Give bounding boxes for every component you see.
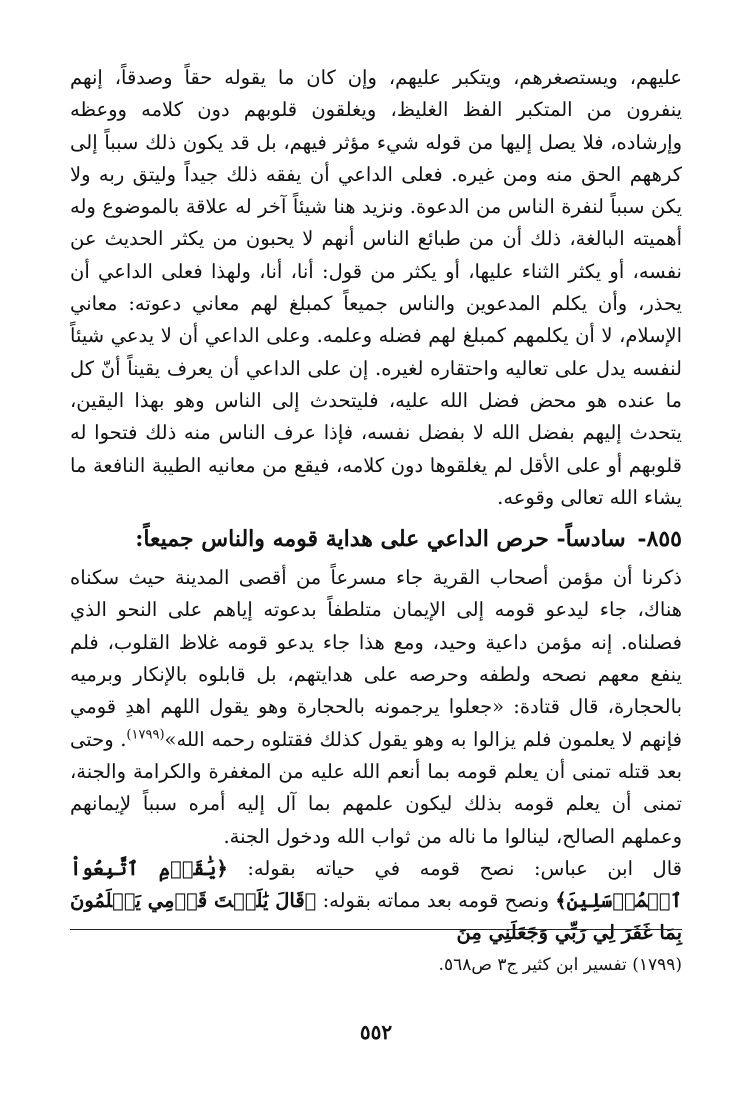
paragraph-2-continuation: . وحتى بعد قتله تمنى أن يعلم قومه بما أنعم الله عليه من المغفرة والكرامة والجنة، تمنى أن يعلم قومه بذلك ليكون علمهم بما آل إليه أمره سبباً لإيمانهم وعملهم الصالح، لينالوا ما ناله من ثواب الله ودخول الجنة. xyxy=(70,727,682,848)
paragraph-3 xyxy=(70,853,682,950)
page-number: ٥٥٢ xyxy=(359,1020,393,1044)
page xyxy=(70,62,682,1062)
footnote-divider xyxy=(70,929,682,930)
paragraph-2 xyxy=(70,562,682,853)
footnote-reference: (١٧٩٩) xyxy=(126,727,165,743)
paragraph-3-middle: ونصح قومه بعد مماته بقوله: xyxy=(322,889,549,913)
footnote: (١٧٩٩) تفسير ابن كثير ج٣ ص٥٦٨. xyxy=(438,955,682,975)
main-text xyxy=(70,62,682,950)
section-heading xyxy=(70,520,682,558)
section-number: ٨٥٥- xyxy=(637,526,682,553)
paragraph-3-intro: قال ابن عباس: نصح قومه في حياته بقوله: xyxy=(247,856,682,880)
quran-quote-2: ﴿قَالَ يَٰلَيۡتَ قَوۡمِي يَعۡلَمُونَ بِمَا غَفَرَ لِي رَبِّي وَجَعَلَنِي مِنَ xyxy=(70,889,682,945)
paragraph-1: عليهم، ويستصغرهم، ويتكبر عليهم، وإن كان ما يقوله حقاً وصدقاً، إنهم ينفرون من المتكبر الفظ الغليظ، ويغلقون قلوبهم دون كلامه ووعظه وإرشاده، فلا يصل إليها من قوله شيء مؤثر فيهم، بل قد يكون ذلك سبباً إلى كرههم الحق منه ومن غيره. فعلى الداعي أن يفقه ذلك جيداً وليتق ربه ولا يكن سبباً لنفرة الناس من الدعوة. ونزيد هنا شيئاً آخر له علاقة بالموضوع وله أهميته البالغة، ذلك أن من طبائع الناس أنهم لا يحبون من يكثر الحديث عن نفسه، أو يكثر الثناء عليها، أو يكثر من قول: أنا، أنا، ولهذا فعلى الداعي أن يحذر، وأن يكلم المدعوين والناس جميعاً كمبلغ لهم معاني دعوته: معاني الإسلام، لا أن يكلمهم كمبلغ لهم فضله وعلمه. وعلى الداعي أن لا يدعي شيئاً لنفسه يدل على تعاليه واحتقاره لغيره. إن على الداعي أن يعرف يقيناً أنّ كل ما عنده هو محض فضل الله عليه، فليتحدث إلى الناس وهو بهذا اليقين، يتحدث إليهم بفضل الله لا بفضل نفسه، فإذا عرف الناس منه ذلك فتحوا له قلوبهم أو على الأقل لم يغلقوها دون كلامه، فيقع من معانيه الطيبة النافعة ما يشاء الله تعالى وقوعه. xyxy=(70,66,682,509)
paragraph-2-text: ذكرنا أن مؤمن أصحاب القرية جاء مسرعاً من أقصى المدينة حيث سكناه هناك، جاء ليدعو قومه إلى الإيمان متلطفاً بدعوته إياهم على النحو الذي فصلناه. إنه مؤمن داعية وحيد، ومع هذا جاء يدعو قومه غلاظ القلوب، فلم ينفع معهم نصحه ولطفه وحرصه على هدايتهم، بل قابلوه بالإنكار وبرميه بالحجارة، قال قتادة: «جعلوا يرجمونه بالحجارة وهو يقول اللهم اهدِ قومي فإنهم لا يعلمون فلم يزالوا به وهو يقول كذلك فقتلوه رحمه الله» xyxy=(70,566,682,751)
section-title: سادساً- حرص الداعي على هداية قومه والناس جميعاً: xyxy=(135,526,626,553)
quran-quote-1: ﴿يَٰقَوۡمِ ٱتَّبِعُواْ ٱلۡمُرۡسَلِينَ﴾ xyxy=(70,856,683,913)
